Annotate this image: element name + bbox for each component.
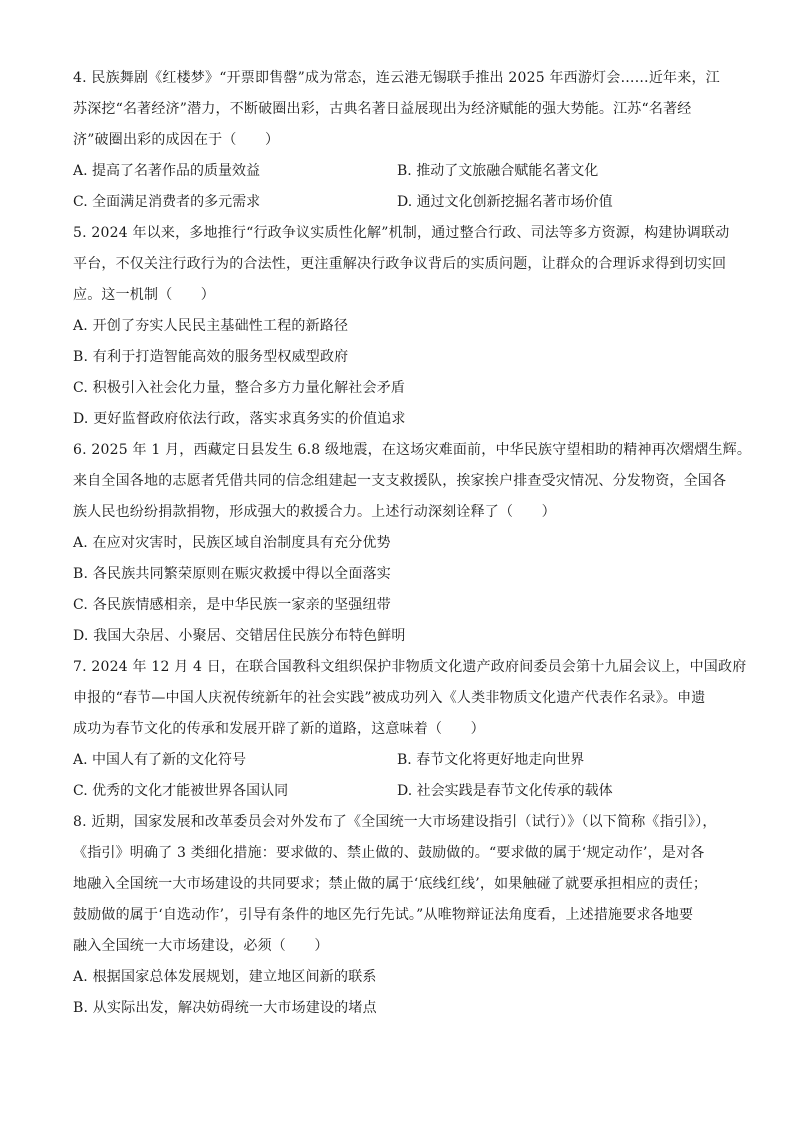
option-A: A. 提高了名著作品的质量效益 bbox=[73, 163, 261, 179]
question-6 bbox=[73, 435, 752, 652]
option-C: C. 全面满足消费者的多元需求 bbox=[73, 194, 261, 210]
question-list bbox=[73, 63, 752, 1024]
option-row bbox=[73, 156, 725, 187]
option-A: A. 开创了夯实人民民主基础性工程的新路径 bbox=[73, 318, 349, 334]
option-row bbox=[73, 745, 725, 776]
question-stem-line: 地融入全国统一大市场建设的共同要求；禁止做的属于‘底线红线’，如果触碰了就要承担相应的责任； bbox=[73, 876, 708, 892]
question-stem-line: 来自全国各地的志愿者凭借共同的信念组建起一支支救援队，挨家挨户排查受灾情况、分发物资，全国各 bbox=[73, 473, 727, 489]
question-stem-line: 融入全国统一大市场建设，必须（ ） bbox=[73, 938, 329, 954]
option-C: C. 各民族情感相亲，是中华民族一家亲的坚强纽带 bbox=[73, 597, 391, 613]
option-A: A. 在应对灾害时，民族区域自治制度具有充分优势 bbox=[73, 535, 391, 551]
question-5 bbox=[73, 218, 730, 435]
option-row bbox=[73, 776, 725, 807]
option-D: D. 社会实践是春节文化传承的载体 bbox=[397, 783, 613, 799]
option-A: A. 中国人有了新的文化符号 bbox=[73, 752, 247, 768]
question-stem-line: 5. 2024 年以来，多地推行“行政争议实质性化解”机制，通过整合行政、司法等多方资源，构建协调联动 bbox=[73, 225, 730, 241]
question-stem-line: 族人民也纷纷捐款捐物，形成强大的救援合力。上述行动深刻诠释了（ ） bbox=[73, 504, 556, 520]
question-stem-line: 成功为春节文化的传承和发展开辟了新的道路，这意味着（ ） bbox=[73, 721, 485, 737]
option-D: D. 我国大杂居、小聚居、交错居住民族分布特色鲜明 bbox=[73, 628, 406, 644]
question-7 bbox=[73, 652, 747, 807]
question-stem-line: 4. 民族舞剧《红楼梦》“开票即售罄”成为常态，连云港无锡联手推出 2025 年西游灯会……近年来，江 bbox=[73, 70, 720, 86]
question-stem-line: 8. 近期，国家发展和改革委员会对外发布了《全国统一大市场建设指引（试行）》（以下简称《指引》）， bbox=[73, 814, 717, 830]
option-C: C. 积极引入社会化力量，整合多方力量化解社会矛盾 bbox=[73, 380, 406, 396]
option-B: B. 从实际出发，解决妨碍统一大市场建设的堵点 bbox=[73, 1000, 377, 1016]
question-stem-line: 平台，不仅关注行政行为的合法性，更注重解决行政争议背后的实质问题，让群众的合理诉求得到切实回 bbox=[73, 256, 727, 272]
option-row bbox=[73, 187, 725, 218]
question-stem-line: 鼓励做的属于‘自选动作’，引导有条件的地区先行先试。”从唯物辩证法角度看，上述措施要求各地要 bbox=[73, 907, 694, 923]
option-B: B. 春节文化将更好地走向世界 bbox=[397, 752, 585, 768]
option-D: D. 更好监督政府依法行政，落实求真务实的价值追求 bbox=[73, 411, 406, 427]
question-stem-line: 应。这一机制（ ） bbox=[73, 287, 215, 303]
question-8 bbox=[73, 807, 725, 1024]
question-stem-line: 苏深挖“名著经济”潜力，不断破圈出彩，古典名著日益展现出为经济赋能的强大势能。江苏“名著经 bbox=[73, 101, 692, 117]
option-B: B. 推动了文旅融合赋能名著文化 bbox=[397, 163, 599, 179]
option-B: B. 有利于打造智能高效的服务型权威型政府 bbox=[73, 349, 349, 365]
question-stem-line: 申报的“春节—中国人庆祝传统新年的社会实践”被成功列入《人类非物质文化遗产代表作名录》。申遗 bbox=[73, 690, 706, 706]
question-stem-line: 6. 2025 年 1 月，西藏定日县发生 6.8 级地震，在这场灾难面前，中华民族守望相助的精神再次熠熠生辉。 bbox=[73, 442, 752, 458]
option-A: A. 根据国家总体发展规划，建立地区间新的联系 bbox=[73, 969, 377, 985]
question-stem-line: 《指引》明确了 3 类细化措施：要求做的、禁止做的、鼓励做的。“要求做的属于‘规定动作’，是对各 bbox=[73, 845, 705, 861]
question-4 bbox=[73, 63, 725, 218]
option-C: C. 优秀的文化才能被世界各国认同 bbox=[73, 783, 289, 799]
question-stem-line: 7. 2024 年 12 月 4 日，在联合国教科文组织保护非物质文化遗产政府间委员会第十九届会议上，中国政府 bbox=[73, 659, 747, 675]
question-stem-line: 济”破圈出彩的成因在于（ ） bbox=[73, 132, 280, 148]
option-B: B. 各民族共同繁荣原则在赈灾救援中得以全面落实 bbox=[73, 566, 391, 582]
option-D: D. 通过文化创新挖掘名著市场价值 bbox=[397, 194, 613, 210]
